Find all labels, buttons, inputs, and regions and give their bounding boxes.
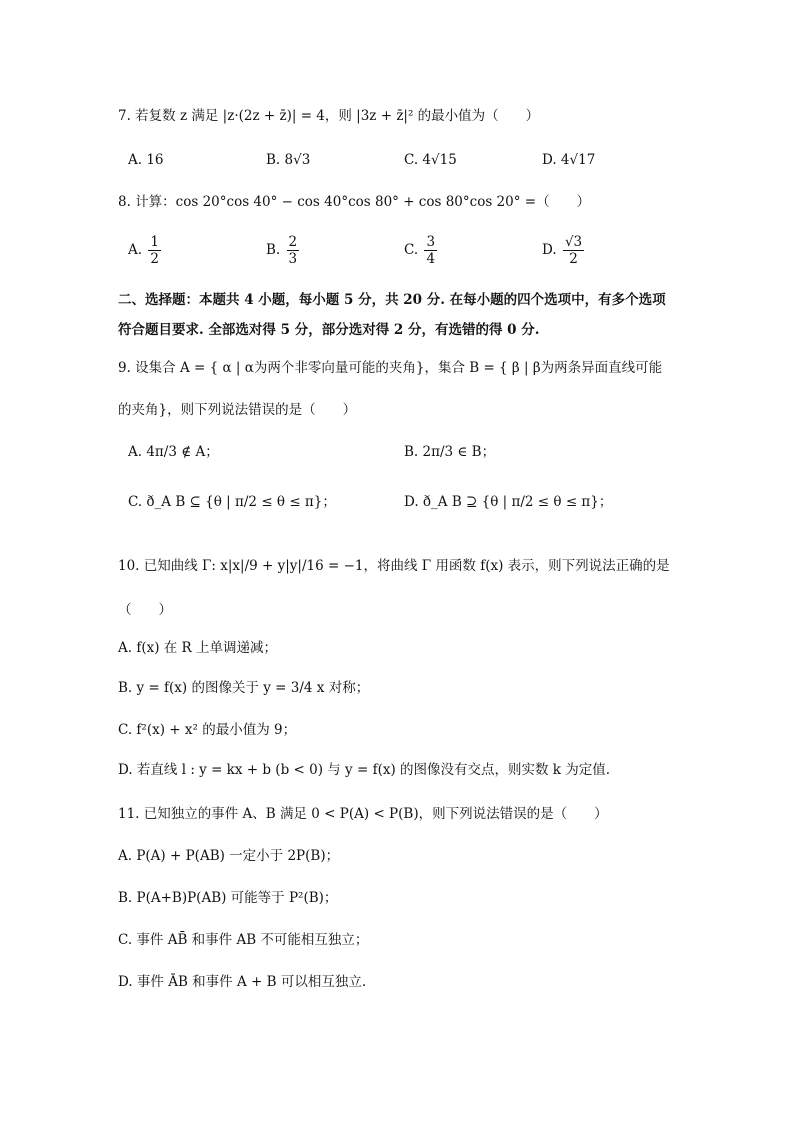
q8-option-b bbox=[266, 234, 301, 267]
q9-option-a: A. 4π/3 ∉ A； bbox=[128, 444, 219, 460]
q7-option-c: C. 4√15 bbox=[404, 152, 457, 168]
question-10-stem-line-2: （ ） bbox=[118, 602, 172, 618]
fraction bbox=[148, 234, 161, 267]
section-2-instructions-line-2: 符合题目要求. 全部选对得 5 分，部分选对得 2 分，有选错的得 0 分. bbox=[118, 322, 540, 338]
denominator: 3 bbox=[288, 251, 298, 267]
q10-option-a: A. f(x) 在 R 上单调递减； bbox=[118, 640, 278, 656]
numerator: √3 bbox=[564, 234, 583, 250]
q7-option-b: B. 8√3 bbox=[266, 152, 311, 168]
q7-option-a: A. 16 bbox=[128, 152, 164, 168]
fraction bbox=[287, 234, 300, 267]
numerator: 3 bbox=[426, 234, 436, 250]
option-label: D. bbox=[542, 242, 557, 258]
q7-option-d: D. 4√17 bbox=[542, 152, 596, 168]
question-7-stem: 7. 若复数 z 满足 |z·(2z + z̄)| = 4，则 |3z + z̄|² 的最小值为（ ） bbox=[118, 108, 540, 124]
q10-option-d: D. 若直线 l : y = kx + b (b < 0) 与 y = f(x) 的图像没有交点，则实数 k 为定值. bbox=[118, 762, 611, 778]
question-9-stem-line-2: 的夹角}，则下列说法错误的是（ ） bbox=[118, 402, 357, 418]
q10-option-c: C. f²(x) + x² 的最小值为 9； bbox=[118, 722, 297, 738]
q9-option-b: B. 2π/3 ∈ B； bbox=[404, 444, 496, 460]
question-8-stem: 8. 计算：cos 20°cos 40° − cos 40°cos 80° + cos 80°cos 20° =（ ） bbox=[118, 194, 591, 210]
denominator: 2 bbox=[150, 251, 159, 267]
numerator: 2 bbox=[288, 234, 298, 250]
q9-option-d: D. ð_A B ⊇ {θ | π/2 ≤ θ ≤ π}； bbox=[404, 494, 613, 510]
q11-option-d: D. 事件 ĀB 和事件 A + B 可以相互独立. bbox=[118, 974, 367, 990]
option-label: A. bbox=[128, 242, 143, 258]
q11-option-c: C. 事件 AB̄ 和事件 AB 不可能相互独立； bbox=[118, 932, 369, 948]
denominator: 4 bbox=[426, 251, 436, 267]
question-10-stem-line-1: 10. 已知曲线 Γ: x|x|/9 + y|y|/16 = −1，将曲线 Γ 用函数 f(x) 表示，则下列说法正确的是 bbox=[118, 558, 670, 574]
option-label: B. bbox=[266, 242, 281, 258]
question-11-stem: 11. 已知独立的事件 A、B 满足 0 < P(A) < P(B)，则下列说法错误的是（ ） bbox=[118, 806, 608, 822]
fraction bbox=[424, 234, 437, 267]
fraction bbox=[563, 234, 584, 267]
q8-option-a bbox=[128, 234, 163, 267]
section-2-instructions-line-1: 二、选择题：本题共 4 小题，每小题 5 分，共 20 分. 在每小题的四个选项中，有多个选项 bbox=[118, 292, 666, 308]
question-9-stem-line-1: 9. 设集合 A = { α | α为两个非零向量可能的夹角}，集合 B = { β | β为两条异面直线可能 bbox=[118, 360, 663, 376]
numerator: 1 bbox=[150, 234, 159, 250]
q10-option-b: B. y = f(x) 的图像关于 y = 3/4 x 对称； bbox=[118, 680, 370, 696]
q9-option-c: C. ð_A B ⊆ {θ | π/2 ≤ θ ≤ π}； bbox=[128, 494, 336, 510]
denominator: 2 bbox=[569, 251, 578, 267]
q8-option-c bbox=[404, 234, 439, 267]
q11-option-a: A. P(A) + P(AB) 一定小于 2P(B)； bbox=[118, 848, 340, 864]
q8-option-d bbox=[542, 234, 586, 267]
option-label: C. bbox=[404, 242, 419, 258]
q11-option-b: B. P(A+B)P(AB) 可能等于 P²(B)； bbox=[118, 890, 338, 906]
